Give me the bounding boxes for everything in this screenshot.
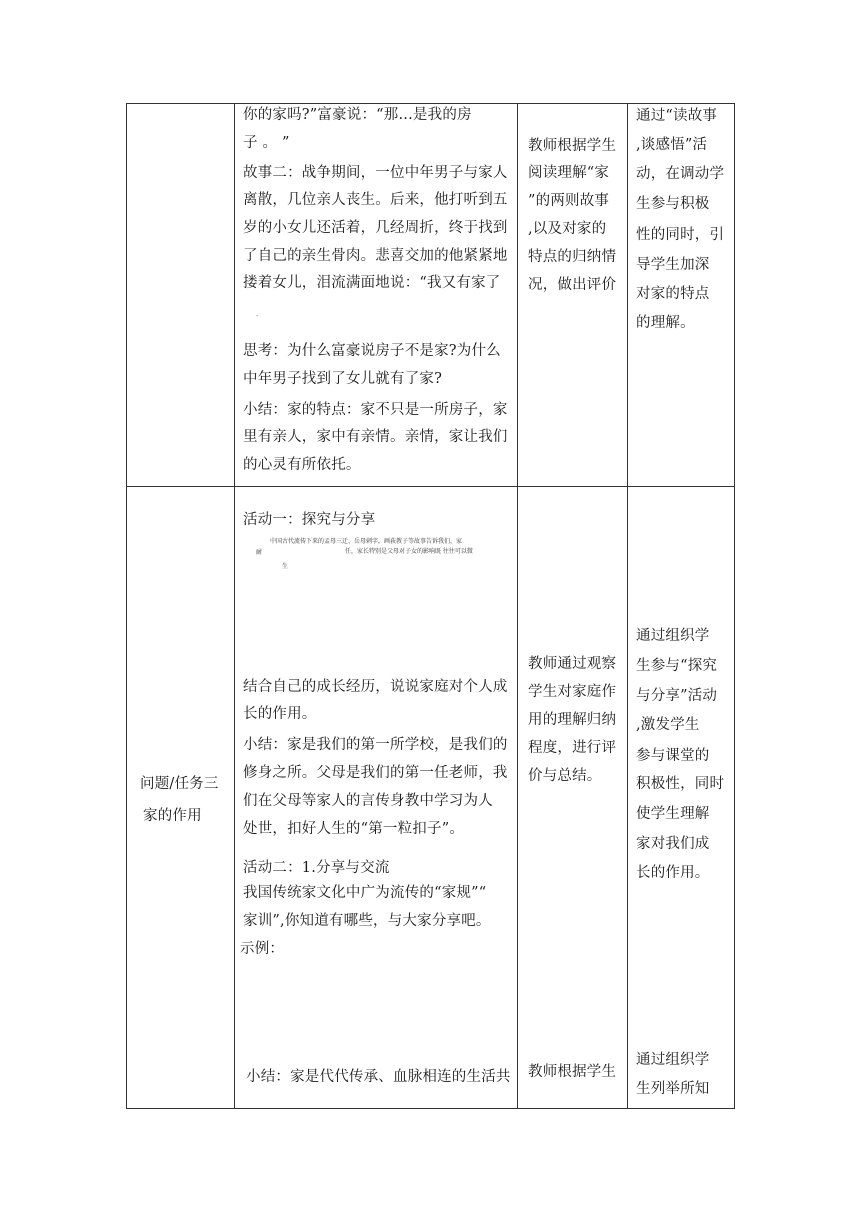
table-border-bottom bbox=[126, 1108, 735, 1109]
small-text-line-2: 耐 bbox=[256, 549, 263, 556]
row2-content-line-1: 结合自己的成长经历，说说家庭对个人成 bbox=[243, 679, 508, 695]
row2-content-line-10: 示例： bbox=[240, 941, 285, 957]
row2-intent-line-8: 家对我们成 bbox=[636, 836, 710, 852]
row1-content-line-11: 里有亲人，家中有亲情。亲情，家让我们 bbox=[243, 429, 508, 445]
section-title-line-1: 问题/任务三 bbox=[140, 776, 219, 792]
row1-intent-line-2: ,谈感悟”活 bbox=[636, 137, 708, 153]
table-border-right bbox=[734, 103, 735, 1108]
row1-content-line-6: 了自己的亲生骨肉。悲喜交加的他紧紧地 bbox=[243, 248, 508, 264]
row1-content-line-4: 离散，几位亲人丧生。后来，他打听到五 bbox=[243, 192, 508, 208]
row1-intent-line-3: 动，在调动学 bbox=[636, 166, 725, 182]
row1-eval-line-2: 阅读理解“家 bbox=[528, 165, 610, 181]
row2-eval-line-4: 程度，进行评 bbox=[528, 740, 617, 756]
table-divider-3 bbox=[627, 103, 628, 1108]
row2-intent-line-6: 积极性，同时 bbox=[636, 776, 725, 792]
row1-content-line-10: 小结：家的特点：家不只是一所房子，家 bbox=[243, 402, 508, 418]
row1-content-line-2: 子 。 ” bbox=[243, 135, 290, 151]
row2-eval-line-1: 教师通过观察 bbox=[528, 656, 617, 672]
row2-content-line-3: 小结：家是我们的第一所学校，是我们的 bbox=[243, 737, 508, 753]
row1-eval-line-3: ”的两则故事 bbox=[528, 193, 610, 209]
row2-eval-line-5: 价与总结。 bbox=[528, 768, 602, 784]
row2-eval-line-6: 教师根据学生 bbox=[528, 1064, 617, 1080]
row2-intent-line-9: 长的作用。 bbox=[636, 865, 710, 881]
row2-intent-line-2: 生参与“探究 bbox=[636, 658, 718, 674]
row1-content-line-1: 你的家吗?”富豪说：“那...是我的房 bbox=[243, 107, 472, 123]
row2-content-line-2: 长的作用。 bbox=[243, 706, 317, 722]
row2-eval-line-3: 用的理解归纳 bbox=[528, 712, 617, 728]
row1-content-line-5: 岁的小女儿还活着，几经周折，终于找到 bbox=[243, 220, 508, 236]
row1-content-line-12: 的心灵有所依托。 bbox=[243, 457, 361, 473]
small-text-line-4: 生 bbox=[282, 563, 289, 570]
row2-eval-line-2: 学生对家庭作 bbox=[528, 684, 617, 700]
row2-intent-line-1: 通过组织学 bbox=[636, 628, 710, 644]
row2-content-line-11: 小结：家是代代传承、血脉相连的生活共 bbox=[246, 1069, 511, 1085]
table-divider-1 bbox=[234, 103, 235, 1108]
row1-intent-line-8: 的理解。 bbox=[636, 315, 695, 331]
activity1-title: 活动一：探究与分享 bbox=[243, 512, 376, 528]
row1-content-line-9: 中年男子找到了女儿就有了家? bbox=[243, 371, 443, 387]
row2-intent-line-10: 通过组织学 bbox=[636, 1052, 710, 1068]
row2-intent-line-4: ,激发学生 bbox=[636, 717, 700, 733]
row2-intent-line-7: 使学生理解 bbox=[636, 806, 710, 822]
small-text-line-3: 任，家长特别是父母对子女的影响既 往往可以微 bbox=[345, 548, 473, 555]
row1-intent-line-1: 通过“读故事 bbox=[636, 108, 718, 124]
row1-content-line-8: 思考：为什么富豪说房子不是家?为什么 bbox=[243, 343, 501, 359]
row1-eval-line-4: ,以及对家的 bbox=[528, 221, 607, 237]
row1-eval-line-6: 况，做出评价 bbox=[528, 277, 617, 293]
row2-intent-line-3: 与分享”活动 bbox=[636, 688, 718, 704]
row2-content-line-7: 活动二：1.分享与交流 bbox=[243, 860, 390, 876]
row1-intent-line-4: 生参与积极 bbox=[636, 196, 710, 212]
stray-mark: - bbox=[256, 312, 259, 320]
row2-intent-line-5: 参与课堂的 bbox=[636, 748, 710, 764]
row2-content-line-4: 修身之所。父母是我们的第一任老师，我 bbox=[243, 765, 508, 781]
row1-intent-line-7: 对家的特点 bbox=[636, 286, 710, 302]
table-border-left bbox=[126, 103, 127, 1108]
row2-content-line-5: 们在父母等家人的言传身教中学习为人 bbox=[243, 793, 493, 809]
table-row-divider bbox=[126, 486, 735, 487]
row1-eval-line-5: 特点的归纳情 bbox=[528, 249, 617, 265]
row2-intent-line-11: 生列举所知 bbox=[636, 1081, 710, 1097]
row1-intent-line-5: 性的同时，引 bbox=[636, 227, 725, 243]
row2-content-line-9: 家训”,你知道有哪些，与大家分享吧。 bbox=[243, 913, 491, 929]
row2-content-line-6: 处世，扣好人生的“第一粒扣子”。 bbox=[243, 821, 465, 837]
section-title-line-2: 家的作用 bbox=[143, 808, 202, 824]
table-divider-2 bbox=[517, 103, 518, 1108]
row2-content-line-8: 我国传统家文化中广为流传的“家规”“ bbox=[243, 885, 487, 901]
row1-eval-line-1: 教师根据学生 bbox=[528, 138, 617, 154]
small-text-line-1: 中国古代流传下来的孟母三迁、岳母刺字，画荻教子等故事告诉我们，家 bbox=[270, 538, 463, 545]
row1-content-line-7: 搂着女儿，泪流满面地说：“我又有家了 bbox=[243, 275, 501, 291]
row1-content-line-3: 故事二：战争期间，一位中年男子与家人 bbox=[243, 165, 508, 181]
row1-intent-line-6: 导学生加深 bbox=[636, 257, 710, 273]
